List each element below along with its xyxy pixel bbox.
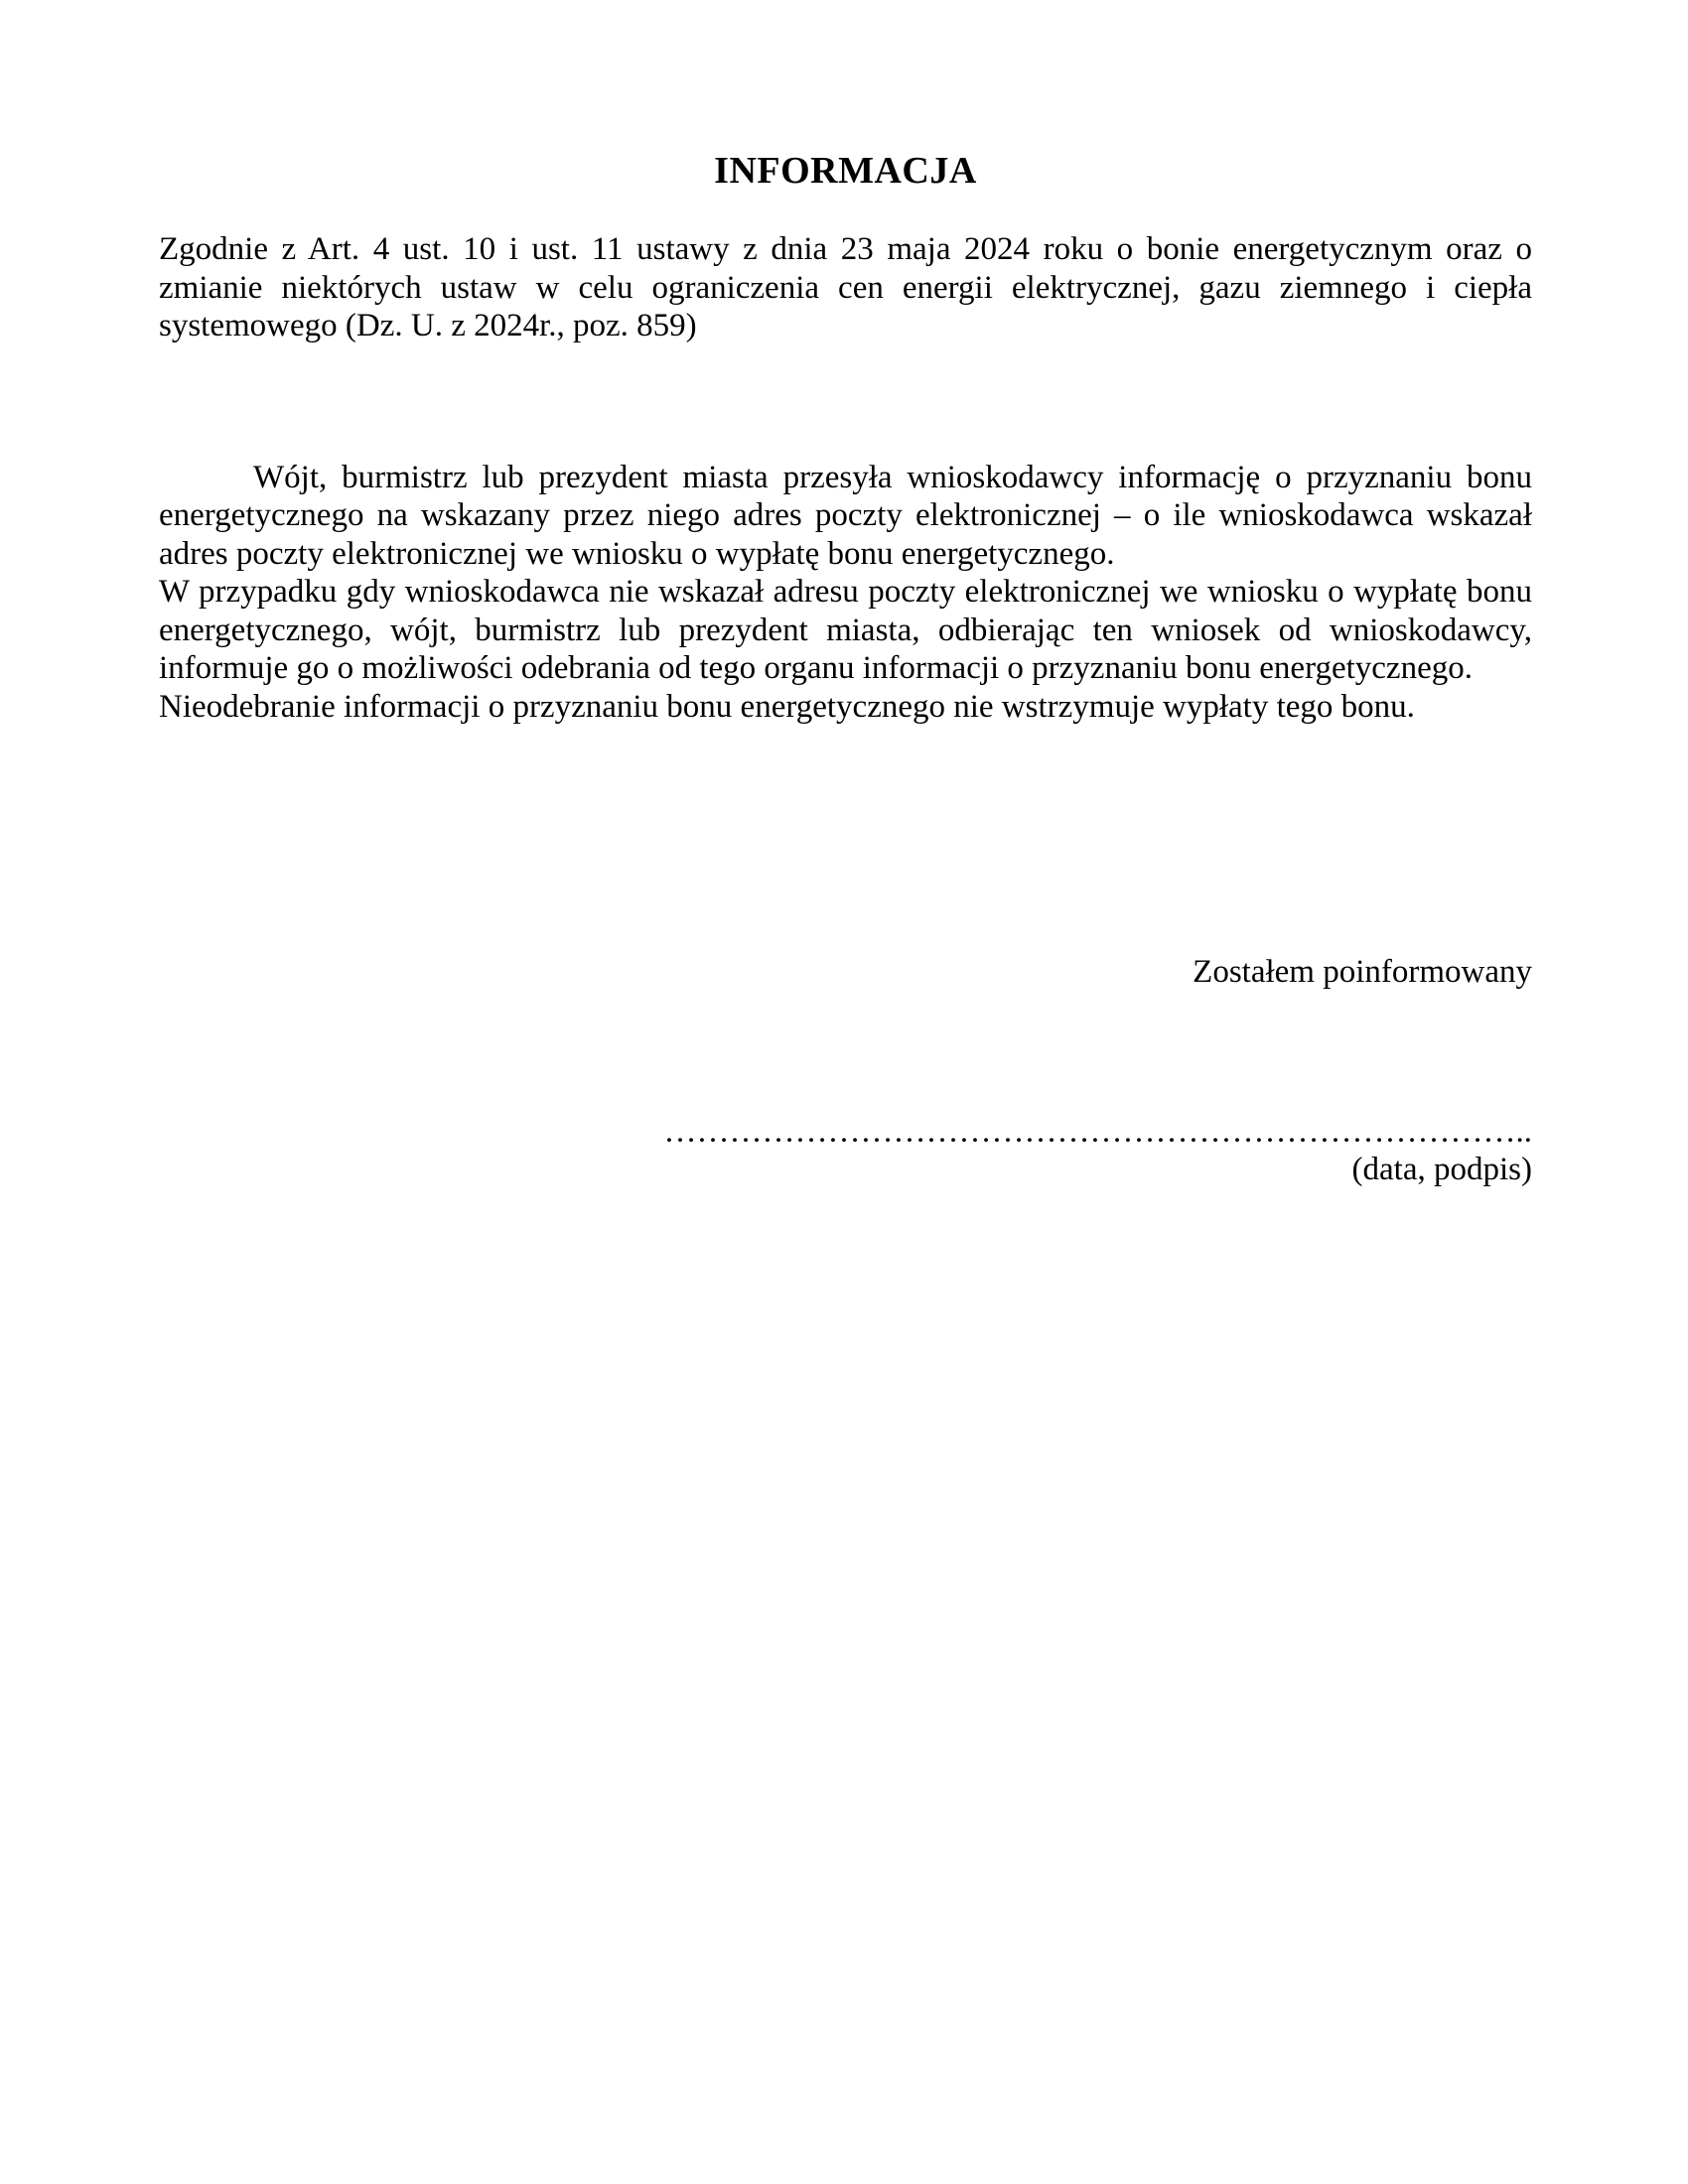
page-title: INFORMACJA — [714, 150, 977, 192]
body-paragraph-3: Nieodebranie informacji o przyznaniu bonu energetycznego nie wstrzymuje wypłaty tego bonu. — [159, 688, 1415, 725]
body-paragraph-2: W przypadku gdy wnioskodawca nie wskazał adresu poczty elektronicznej we wniosku o wypłatę bonu energetycznego, wójt, burmistrz lub prezydent miasta, odbierając ten wniosek od wnioskodawcy, informuje go o możliwości odebrania od tego organu informacji o przyznaniu bonu energetycznego. — [159, 574, 1532, 686]
intro-paragraph: Zgodnie z Art. 4 ust. 10 i ust. 11 ustawy z dnia 23 maja 2024 roku o bonie energetycznym oraz o zmianie niektórych ustaw w celu ograniczenia cen energii elektrycznej, gazu ziemnego i ciepła systemowego (Dz. U. z 2024r., poz. 859) — [159, 231, 1532, 343]
signature-caption: (data, podpis) — [1351, 1152, 1532, 1187]
body-paragraph-1: Wójt, burmistrz lub prezydent miasta przesyła wnioskodawcy informację o przyznaniu bonu energetycznego na wskazany przez niego adres poczty elektronicznej – o ile wnioskodawca wskazał adres poczty elektronicznej we wniosku o wypłatę bonu energetycznego. — [159, 459, 1532, 572]
signature-dots-line: …………………………………………………………………….. — [663, 1113, 1532, 1150]
acknowledgement-text: Zostałem poinformowany — [1193, 954, 1532, 990]
